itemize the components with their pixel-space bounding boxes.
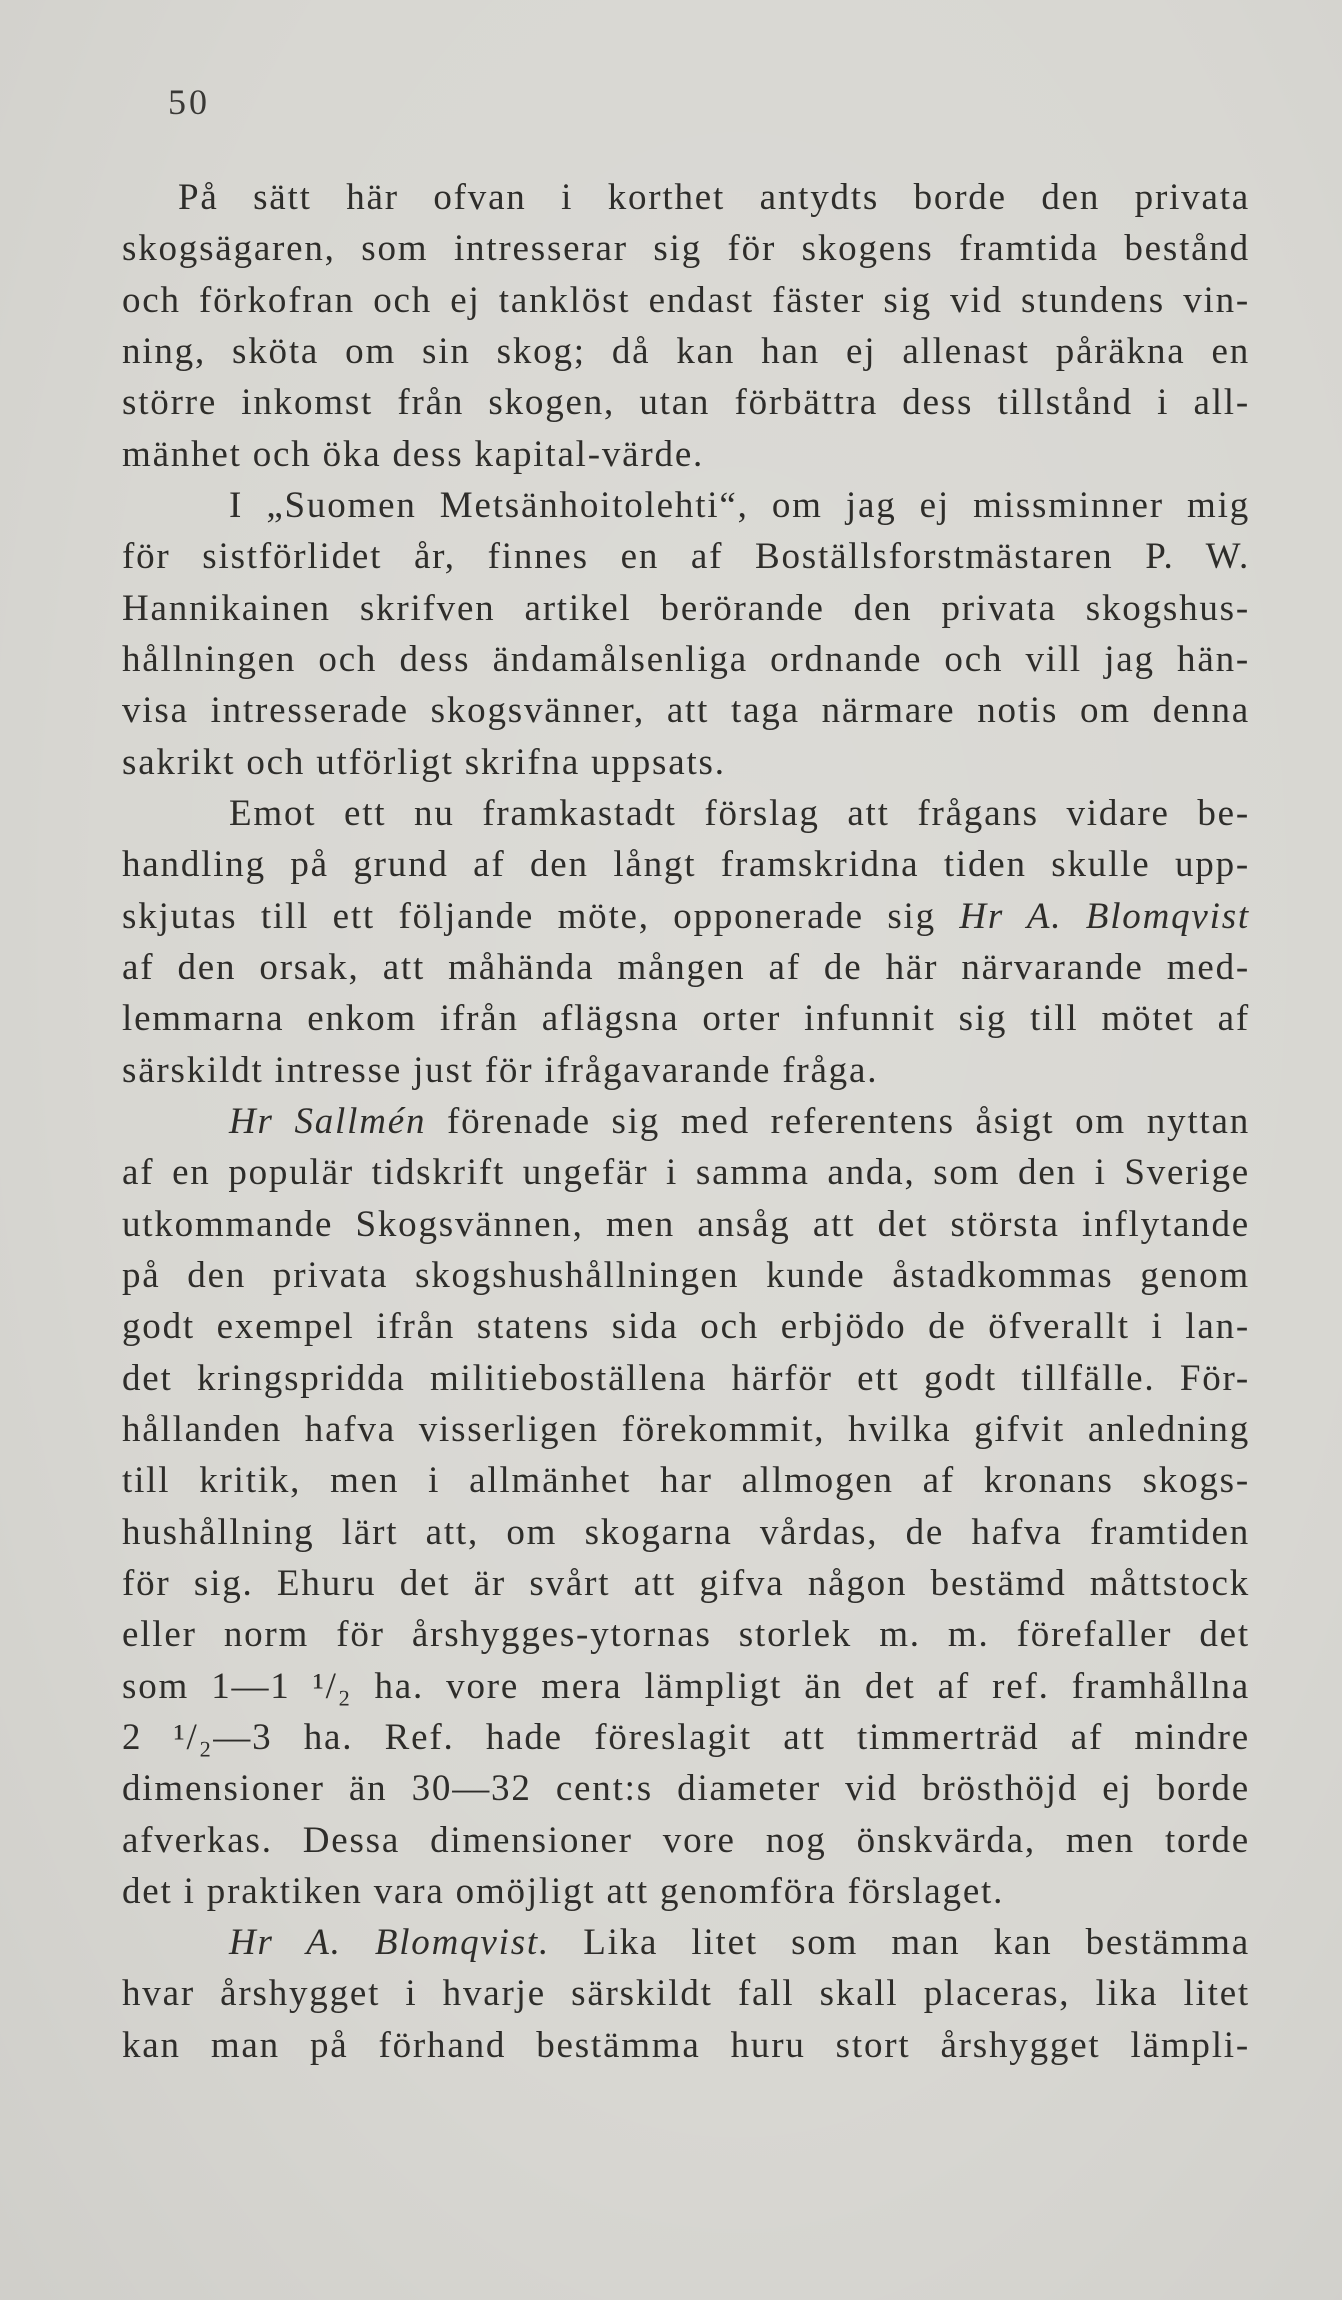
text-line: på den privata skogshushållningen kunde åstadkommas genom (122, 1254, 1250, 1296)
text-line (122, 1917, 1250, 1968)
line-text: förenade sig med referentens åsigt om nyttan (426, 1100, 1250, 1142)
text-line: I „Suomen Metsänhoitolehti“, om jag ej missminner mig (229, 484, 1250, 526)
paragraph (122, 172, 1250, 480)
paragraph (122, 788, 1250, 1096)
text-line (122, 1096, 1250, 1147)
paragraph (122, 1917, 1250, 2071)
text-line: godt exempel ifrån statens sida och erbjödo de öfverallt i lan- (122, 1306, 1250, 1348)
text-line: handling på grund af den långt framskridna tiden skulle upp- (122, 844, 1250, 886)
text-line: särskildt intresse just för ifrågavarande fråga. (122, 1049, 879, 1091)
line-text: skjutas till ett följande möte, opponerade sig (122, 895, 960, 937)
text-line: till kritik, men i allmänhet har allmogen af kronans skogs- (122, 1460, 1250, 1502)
speaker-name: Hr A. Blomqvist (959, 895, 1250, 937)
text-line: som 1—1 ¹/₂ ha. vore mera lämpligt än det af ref. framhållna (122, 1665, 1250, 1707)
text-line: af en populär tidskrift ungefär i samma anda, som den i Sverige (122, 1152, 1250, 1194)
text-line: lemmarna enkom ifrån aflägsna orter infunnit sig till mötet af (122, 998, 1250, 1040)
text-line: hvar årshygget i hvarje särskildt fall skall placeras, lika litet (122, 1973, 1250, 2015)
text-line (122, 891, 1250, 942)
text-line: eller norm för årshygges-ytornas storlek m. m. förefaller det (122, 1614, 1250, 1656)
text-line: hållningen och dess ändamålsenliga ordnande och vill jag hän- (122, 638, 1250, 680)
text-line: Hannikainen skrifven artikel berörande den privata skogshus- (122, 587, 1250, 629)
text-line: afverkas. Dessa dimensioner vore nog önskvärda, men torde (122, 1819, 1250, 1861)
body-text (122, 172, 1250, 2071)
text-line: för sistförlidet år, finnes en af Boställsforstmästaren P. W. (122, 536, 1250, 578)
speaker-name: Hr A. Blomqvist. (229, 1922, 551, 1964)
text-line: dimensioner än 30—32 cent:s diameter vid brösthöjd ej borde (122, 1768, 1250, 1810)
text-line: mänhet och öka dess kapital-värde. (122, 433, 705, 475)
speaker-name: Hr Sallmén (229, 1100, 427, 1142)
text-line: för sig. Ehuru det är svårt att gifva någon bestämd måttstock (122, 1562, 1250, 1604)
text-line: ning, sköta om sin skog; då kan han ej allenast påräkna en (122, 330, 1250, 372)
paragraph (122, 1096, 1250, 1917)
page-number: 50 (168, 82, 210, 122)
text-line: visa intresserade skogsvänner, att taga närmare notis om denna (122, 690, 1250, 732)
text-line: hållanden hafva visserligen förekommit, hvilka gifvit anledning (122, 1408, 1250, 1450)
text-line: hushållning lärt att, om skogarna vårdas, de hafva framtiden (122, 1511, 1250, 1553)
text-line: utkommande Skogsvännen, men ansåg att det största inflytande (122, 1203, 1250, 1245)
text-line: det i praktiken vara omöjligt att genomföra förslaget. (122, 1870, 1005, 1912)
text-line: större inkomst från skogen, utan förbättra dess tillstånd i all- (122, 382, 1250, 424)
text-line: Emot ett nu framkastadt förslag att frågans vidare be- (229, 792, 1250, 834)
text-line: af den orsak, att måhända mången af de här närvarande med- (122, 946, 1250, 988)
text-line: och förkofran och ej tanklöst endast fäster sig vid stundens vin- (122, 279, 1250, 321)
text-line: kan man på förhand bestämma huru stort årshygget lämpli- (122, 2024, 1250, 2066)
text-line: 2 ¹/₂—3 ha. Ref. hade föreslagit att timmerträd af mindre (122, 1716, 1250, 1758)
text-line: det kringspridda militieboställena härför ett godt tillfälle. För- (122, 1357, 1250, 1399)
paragraph (122, 480, 1250, 788)
text-line: skogsägaren, som intresserar sig för skogens framtida bestånd (122, 228, 1250, 270)
text-line: På sätt här ofvan i korthet antydts borde den privata (178, 177, 1250, 218)
line-text: Lika litet som man kan bestämma (550, 1922, 1250, 1964)
text-line: sakrikt och utförligt skrifna uppsats. (122, 741, 726, 783)
